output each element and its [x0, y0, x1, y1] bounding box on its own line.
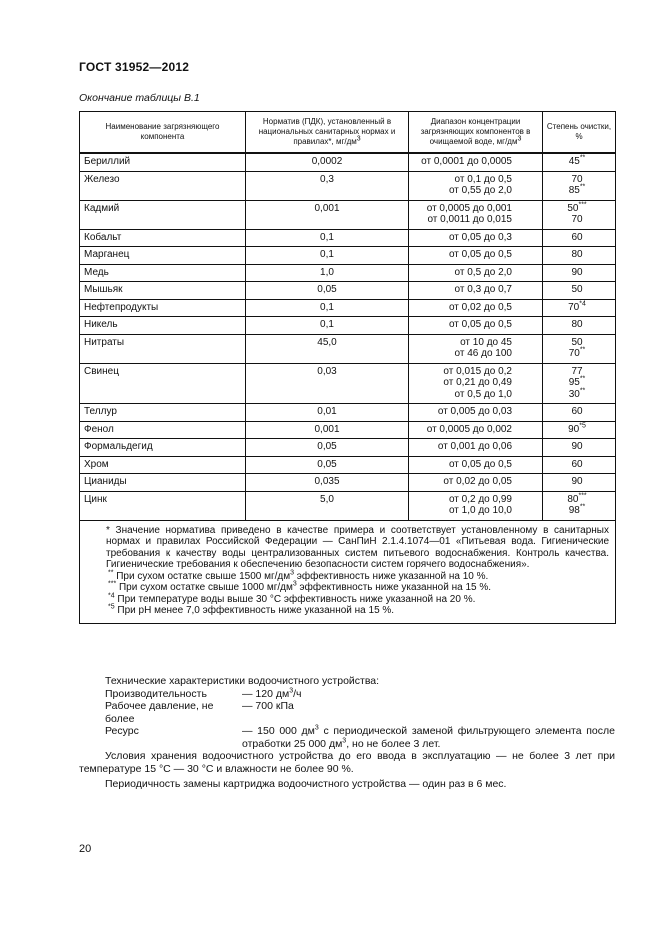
table-row	[80, 282, 616, 300]
purification-degree: 90	[543, 264, 616, 282]
concentration-range: от 0,1 до 0,5 от 0,55 до 2,0	[409, 171, 543, 200]
component-name: Никель	[80, 317, 246, 335]
table-row	[80, 247, 616, 265]
norm-value: 0,1	[246, 317, 409, 335]
footnotes-row	[80, 520, 616, 623]
component-name: Нитраты	[80, 334, 246, 363]
concentration-range: от 0,0001 до 0,0005	[409, 153, 543, 171]
purification-degree: 50 70**	[543, 334, 616, 363]
footnote-3: *** При сухом остатке свыше 1000 $мг/дм^3$ эффективность ниже указанной на 15 %.	[108, 580, 492, 593]
footnote-2: ** При сухом остатке свыше 1500 $мг/дм^3$ эффективность ниже указанной на 10 %.	[108, 569, 489, 582]
purification-degree: 90	[543, 474, 616, 492]
footnotes	[80, 520, 616, 623]
table-row	[80, 200, 616, 229]
concentration-range: от 0,05 до 0,5	[409, 317, 543, 335]
concentration-range: от 0,3 до 0,7	[409, 282, 543, 300]
component-name: Формальдегид	[80, 439, 246, 457]
header-norm: Норматив (ПДК), установленный в национальных санитарных нормах и правилах*, $мг/дм^3$	[246, 112, 409, 154]
norm-value: 0,05	[246, 439, 409, 457]
purification-degree: 70 85**	[543, 171, 616, 200]
table-row	[80, 474, 616, 492]
table-row	[80, 317, 616, 335]
purification-degree: 70$^{*4}$	[543, 299, 616, 317]
purification-degree: 50	[543, 282, 616, 300]
replacement-period: Периодичность замены картриджа водоочистного устройства — один раз в 6 мес.	[105, 778, 507, 790]
component-name: Цианиды	[80, 474, 246, 492]
component-name: Нефтепродукты	[80, 299, 246, 317]
concentration-range: от 0,02 до 0,05	[409, 474, 543, 492]
purification-degree: 77 95** 30**	[543, 363, 616, 404]
component-name: Медь	[80, 264, 246, 282]
norm-value: 0,035	[246, 474, 409, 492]
norm-value: 0,0002	[246, 153, 409, 171]
concentration-range: от 0,001 до 0,06	[409, 439, 543, 457]
norm-value: 0,001	[246, 421, 409, 439]
component-name: Бериллий	[80, 153, 246, 171]
norm-value: 0,1	[246, 247, 409, 265]
concentration-range: от 0,05 до 0,3	[409, 229, 543, 247]
norm-value: 45,0	[246, 334, 409, 363]
table-row	[80, 404, 616, 422]
table-row	[80, 439, 616, 457]
component-name: Свинец	[80, 363, 246, 404]
concentration-range: от 0,0005 до 0,002	[409, 421, 543, 439]
table-row	[80, 491, 616, 520]
table-row	[80, 456, 616, 474]
specs-title: Технические характеристики водоочистного устройства:	[105, 675, 380, 687]
concentration-range: от 0,0005 до 0,001 от 0,0011 до 0,015	[409, 200, 543, 229]
norm-value: 0,01	[246, 404, 409, 422]
table-body	[80, 153, 616, 520]
concentration-range: от 0,005 до 0,03	[409, 404, 543, 422]
header-degree: Степень очистки, %	[543, 112, 616, 154]
purification-degree: 60	[543, 404, 616, 422]
purification-degree: 80	[543, 247, 616, 265]
norm-value: 0,1	[246, 229, 409, 247]
component-name: Цинк	[80, 491, 246, 520]
standard-number: ГОСТ 31952—2012	[79, 60, 190, 74]
specifications	[79, 675, 615, 791]
norm-value: 5,0	[246, 491, 409, 520]
page-number: 20	[79, 843, 92, 855]
spec-resource: Ресурс — 150 000 $дм^3$ с периодической заменой фильтрующего элемента после отработки 25 000 $дм^3$, но не более 3 лет.	[105, 724, 615, 750]
component-name: Теллур	[80, 404, 246, 422]
norm-value: 0,001	[246, 200, 409, 229]
norm-value: 0,03	[246, 363, 409, 404]
footnote-1: * Значение норматива приведено в качестве примера и соответствует установленному в санитарных нормах и правилах Российской Федерации — СанПиН 2.1.4.1074—01 «Питьевая вода. Гигиенические требования к качеству воды централизованных систем питьевого водоснабжения. Контроль качества. Гигиенические требования к обеспечению безопасности систем горячего водоснабжения».	[106, 524, 609, 570]
norm-value: 1,0	[246, 264, 409, 282]
spec-pressure: Рабочее давление, не более — 700 кПа	[105, 700, 294, 725]
norm-value: 0,05	[246, 282, 409, 300]
spec-performance: Производительность — 120 $дм^3/ч$	[105, 687, 302, 700]
table-row	[80, 421, 616, 439]
purification-degree: 90$^{*5}$	[543, 421, 616, 439]
table-row	[80, 334, 616, 363]
concentration-range: от 0,05 до 0,5	[409, 247, 543, 265]
purification-degree: 80*** 98**	[543, 491, 616, 520]
component-name: Кадмий	[80, 200, 246, 229]
table-row	[80, 171, 616, 200]
purification-degree: 50*** 70	[543, 200, 616, 229]
concentration-range: от 0,015 до 0,2 от 0,21 до 0,49 от 0,5 до 1,0	[409, 363, 543, 404]
norm-value: 0,3	[246, 171, 409, 200]
table-row	[80, 299, 616, 317]
table-row	[80, 363, 616, 404]
component-name: Кобальт	[80, 229, 246, 247]
footnote-5: $^{*5}$ При рН менее 7,0 эффективность ниже указанной на 15 %.	[108, 603, 395, 616]
component-name: Фенол	[80, 421, 246, 439]
purification-degree: 45**	[543, 153, 616, 171]
norm-value: 0,05	[246, 456, 409, 474]
pollutant-table	[79, 111, 616, 624]
purification-degree: 90	[543, 439, 616, 457]
component-name: Марганец	[80, 247, 246, 265]
footnote-4: $^{*4}$ При температуре воды выше 30 °С эффективность ниже указанной на 20 %.	[108, 592, 476, 605]
table-header-row	[80, 112, 616, 154]
concentration-range: от 0,5 до 2,0	[409, 264, 543, 282]
component-name: Мышьяк	[80, 282, 246, 300]
table-row	[80, 153, 616, 171]
purification-degree: 60	[543, 229, 616, 247]
header-range: Диапазон концентрации загрязняющих компонентов в очищаемой воде, $мг/дм^3$	[409, 112, 543, 154]
table-caption: Окончание таблицы В.1	[79, 92, 200, 104]
header-component: Наименование загрязняющего компонента	[80, 112, 246, 154]
concentration-range: от 0,2 до 0,99 от 1,0 до 10,0	[409, 491, 543, 520]
component-name: Хром	[80, 456, 246, 474]
concentration-range: от 10 до 45 от 46 до 100	[409, 334, 543, 363]
norm-value: 0,1	[246, 299, 409, 317]
purification-degree: 80	[543, 317, 616, 335]
table-row	[80, 229, 616, 247]
table-row	[80, 264, 616, 282]
component-name: Железо	[80, 171, 246, 200]
concentration-range: от 0,05 до 0,5	[409, 456, 543, 474]
purification-degree: 60	[543, 456, 616, 474]
concentration-range: от 0,02 до 0,5	[409, 299, 543, 317]
storage-conditions: Условия хранения водоочистного устройства до его ввода в эксплуатацию — не более 3 лет при температуре 15 °С — 30 °С и влажности не более 90 %.	[79, 750, 615, 775]
